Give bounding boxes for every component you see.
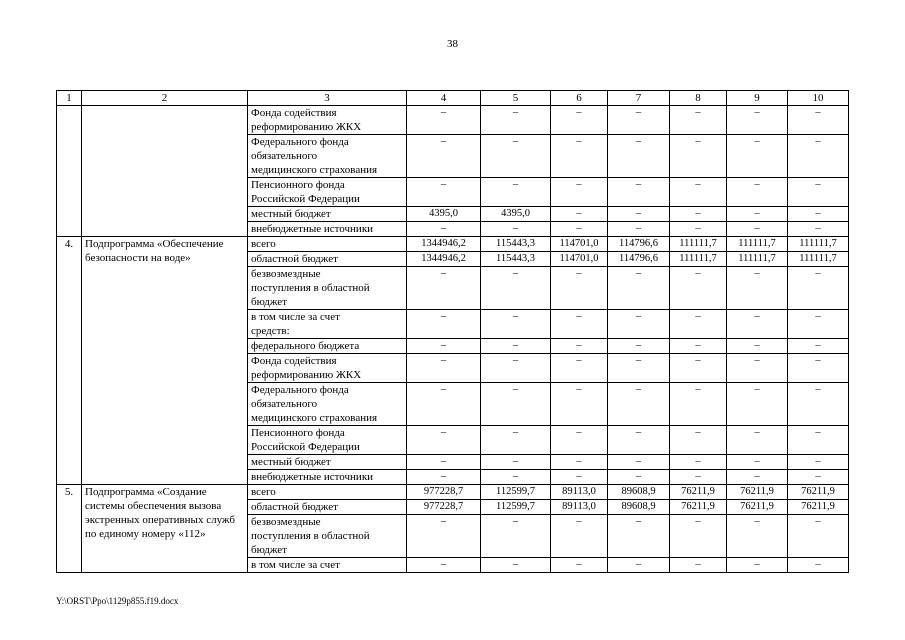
value-cell: – [551, 426, 608, 455]
funding-source-line: всего [251, 238, 276, 250]
value-cell: – [608, 135, 670, 178]
value-cell: – [670, 558, 727, 573]
value-cell: 76211,9 [727, 500, 788, 515]
value-cell: – [608, 207, 670, 222]
value-cell: – [727, 383, 788, 426]
subprogram-name: Подпрограмма «Создание системы обеспечения вызова экстренных оперативных служб по единому номеру «112» [82, 485, 248, 573]
value-cell: – [788, 222, 849, 237]
funding-source-line: безвозмездные [251, 516, 321, 528]
funding-source-line: реформированию ЖКХ [251, 121, 362, 133]
value-cell: – [670, 354, 727, 383]
value-cell: – [551, 558, 608, 573]
value-cell: – [407, 106, 481, 135]
funding-source-line: местный бюджет [251, 456, 331, 468]
value-cell: – [481, 470, 551, 485]
funding-source [248, 252, 407, 267]
subprogram-name [82, 106, 248, 237]
value-cell: – [608, 178, 670, 207]
value-cell: – [788, 354, 849, 383]
value-cell: – [608, 106, 670, 135]
value-cell: – [670, 178, 727, 207]
value-cell: 111111,7 [727, 252, 788, 267]
table-row [57, 485, 849, 500]
funding-source-line: Фонда содействия [251, 107, 337, 119]
funding-source-line: Российской Федерации [251, 193, 360, 205]
value-cell: – [788, 267, 849, 310]
value-cell: 114796,6 [608, 252, 670, 267]
funding-source [248, 470, 407, 485]
subprogram-number: 4. [57, 237, 82, 485]
value-cell: – [551, 106, 608, 135]
funding-source [248, 558, 407, 573]
value-cell: – [788, 310, 849, 339]
value-cell: – [670, 470, 727, 485]
value-cell: – [670, 455, 727, 470]
funding-source-line: безвозмездные [251, 268, 321, 280]
value-cell: – [407, 310, 481, 339]
value-cell: – [788, 178, 849, 207]
value-cell: – [608, 455, 670, 470]
subprogram-name: Подпрограмма «Обеспечение безопасности на воде» [82, 237, 248, 485]
column-header: 3 [248, 91, 407, 106]
funding-source [248, 383, 407, 426]
value-cell: 89608,9 [608, 500, 670, 515]
column-header: 6 [551, 91, 608, 106]
value-cell: – [670, 207, 727, 222]
value-cell: 111111,7 [670, 252, 727, 267]
value-cell: – [727, 339, 788, 354]
funding-source-line: Российской Федерации [251, 441, 360, 453]
funding-source-line: областной бюджет [251, 501, 338, 513]
value-cell: – [481, 558, 551, 573]
value-cell: – [481, 383, 551, 426]
value-cell: – [481, 222, 551, 237]
value-cell: – [407, 339, 481, 354]
value-cell: 112599,7 [481, 485, 551, 500]
value-cell: – [407, 515, 481, 558]
value-cell: 76211,9 [727, 485, 788, 500]
value-cell: – [551, 222, 608, 237]
value-cell: – [608, 339, 670, 354]
value-cell: – [551, 135, 608, 178]
value-cell: – [727, 470, 788, 485]
table-row [57, 237, 849, 252]
value-cell: 112599,7 [481, 500, 551, 515]
value-cell: – [608, 383, 670, 426]
funding-source [248, 106, 407, 135]
table-row [57, 106, 849, 135]
value-cell: – [670, 426, 727, 455]
value-cell: – [481, 135, 551, 178]
value-cell: – [727, 207, 788, 222]
column-header: 9 [727, 91, 788, 106]
value-cell: – [727, 515, 788, 558]
funding-source [248, 178, 407, 207]
funding-source [248, 455, 407, 470]
value-cell: – [608, 310, 670, 339]
funding-source-line: бюджет [251, 296, 287, 308]
value-cell: – [608, 426, 670, 455]
value-cell: – [481, 354, 551, 383]
value-cell: – [407, 455, 481, 470]
subprogram-number [57, 106, 82, 237]
value-cell: – [551, 207, 608, 222]
value-cell: – [481, 310, 551, 339]
value-cell: – [608, 222, 670, 237]
value-cell: – [608, 267, 670, 310]
value-cell: 115443,3 [481, 252, 551, 267]
funding-source-line: Пенсионного фонда [251, 179, 345, 191]
value-cell: – [727, 267, 788, 310]
value-cell: – [670, 515, 727, 558]
funding-source [248, 339, 407, 354]
funding-source-line: внебюджетные источники [251, 471, 374, 483]
funding-source [248, 485, 407, 500]
value-cell: – [551, 470, 608, 485]
page-number: 38 [447, 38, 458, 50]
value-cell: – [670, 106, 727, 135]
funding-source-line: реформированию ЖКХ [251, 369, 362, 381]
value-cell: 76211,9 [788, 500, 849, 515]
value-cell: – [608, 515, 670, 558]
value-cell: – [608, 470, 670, 485]
funding-source-line: в том числе за счет [251, 311, 340, 323]
funding-source [248, 237, 407, 252]
value-cell: – [551, 339, 608, 354]
value-cell: 115443,3 [481, 237, 551, 252]
value-cell: – [727, 558, 788, 573]
value-cell: – [670, 222, 727, 237]
value-cell: – [407, 135, 481, 178]
column-header: 5 [481, 91, 551, 106]
value-cell: – [788, 207, 849, 222]
value-cell: – [551, 310, 608, 339]
value-cell: 111111,7 [670, 237, 727, 252]
funding-source-line: обязательного [251, 398, 318, 410]
value-cell: – [727, 106, 788, 135]
value-cell: – [727, 426, 788, 455]
column-header: 7 [608, 91, 670, 106]
value-cell: – [407, 426, 481, 455]
value-cell: – [481, 455, 551, 470]
value-cell: – [551, 267, 608, 310]
value-cell: – [727, 135, 788, 178]
value-cell: 114796,6 [608, 237, 670, 252]
value-cell: 977228,7 [407, 485, 481, 500]
value-cell: – [481, 515, 551, 558]
funding-source-line: Пенсионного фонда [251, 427, 345, 439]
funding-source [248, 500, 407, 515]
value-cell: 111111,7 [788, 252, 849, 267]
funding-source [248, 135, 407, 178]
funding-source-line: средств: [251, 325, 290, 337]
table-header-row [57, 91, 849, 106]
column-header: 1 [57, 91, 82, 106]
value-cell: 89113,0 [551, 485, 608, 500]
value-cell: 4395,0 [481, 207, 551, 222]
value-cell: – [481, 178, 551, 207]
value-cell: 4395,0 [407, 207, 481, 222]
funding-source-line: поступления в областной [251, 282, 370, 294]
value-cell: – [670, 339, 727, 354]
funding-source-line: областной бюджет [251, 253, 338, 265]
value-cell: 1344946,2 [407, 252, 481, 267]
value-cell: – [407, 267, 481, 310]
value-cell: – [608, 558, 670, 573]
value-cell: – [670, 310, 727, 339]
funding-source-line: обязательного [251, 150, 318, 162]
funding-source [248, 515, 407, 558]
value-cell: 114701,0 [551, 237, 608, 252]
value-cell: 89608,9 [608, 485, 670, 500]
value-cell: – [551, 178, 608, 207]
value-cell: – [788, 106, 849, 135]
value-cell: – [670, 383, 727, 426]
value-cell: – [670, 135, 727, 178]
funding-source-line: Федерального фонда [251, 384, 349, 396]
value-cell: 76211,9 [788, 485, 849, 500]
column-header: 2 [82, 91, 248, 106]
funding-source-line: федерального бюджета [251, 340, 360, 352]
value-cell: – [727, 455, 788, 470]
funding-source-line: Федерального фонда [251, 136, 349, 148]
value-cell: – [788, 339, 849, 354]
value-cell: – [727, 354, 788, 383]
funding-source-line: местный бюджет [251, 208, 331, 220]
value-cell: – [481, 106, 551, 135]
value-cell: 76211,9 [670, 500, 727, 515]
value-cell: – [670, 267, 727, 310]
value-cell: 114701,0 [551, 252, 608, 267]
value-cell: – [788, 455, 849, 470]
value-cell: – [788, 383, 849, 426]
value-cell: – [788, 135, 849, 178]
value-cell: – [407, 383, 481, 426]
value-cell: – [407, 354, 481, 383]
value-cell: – [481, 426, 551, 455]
funding-source [248, 354, 407, 383]
value-cell: – [727, 178, 788, 207]
funding-source [248, 207, 407, 222]
column-header: 10 [788, 91, 849, 106]
funding-source-line: внебюджетные источники [251, 223, 374, 235]
column-header: 8 [670, 91, 727, 106]
value-cell: – [481, 339, 551, 354]
funding-source-line: Фонда содействия [251, 355, 337, 367]
value-cell: – [788, 426, 849, 455]
value-cell: – [608, 354, 670, 383]
funding-source-line: медицинского страхования [251, 412, 378, 424]
value-cell: – [788, 515, 849, 558]
funding-source [248, 222, 407, 237]
value-cell: – [481, 267, 551, 310]
value-cell: – [788, 470, 849, 485]
funding-source-line: бюджет [251, 544, 287, 556]
value-cell: 111111,7 [727, 237, 788, 252]
value-cell: – [407, 470, 481, 485]
value-cell: 977228,7 [407, 500, 481, 515]
value-cell: – [407, 222, 481, 237]
value-cell: – [407, 178, 481, 207]
budget-table [56, 90, 849, 573]
file-path-footer: Y:\ORST\Ppo\1129p855.f19.docx [56, 596, 179, 606]
value-cell: – [551, 455, 608, 470]
value-cell: 89113,0 [551, 500, 608, 515]
value-cell: – [551, 354, 608, 383]
value-cell: 111111,7 [788, 237, 849, 252]
value-cell: – [727, 222, 788, 237]
value-cell: – [551, 515, 608, 558]
value-cell: – [407, 558, 481, 573]
value-cell: 1344946,2 [407, 237, 481, 252]
value-cell: – [551, 383, 608, 426]
funding-source [248, 267, 407, 310]
funding-source-line: медицинского страхования [251, 164, 378, 176]
funding-source-line: в том числе за счет [251, 559, 340, 571]
value-cell: – [788, 558, 849, 573]
column-header: 4 [407, 91, 481, 106]
funding-source-line: всего [251, 486, 276, 498]
funding-source [248, 426, 407, 455]
funding-source [248, 310, 407, 339]
subprogram-number: 5. [57, 485, 82, 573]
funding-source-line: поступления в областной [251, 530, 370, 542]
value-cell: – [727, 310, 788, 339]
value-cell: 76211,9 [670, 485, 727, 500]
